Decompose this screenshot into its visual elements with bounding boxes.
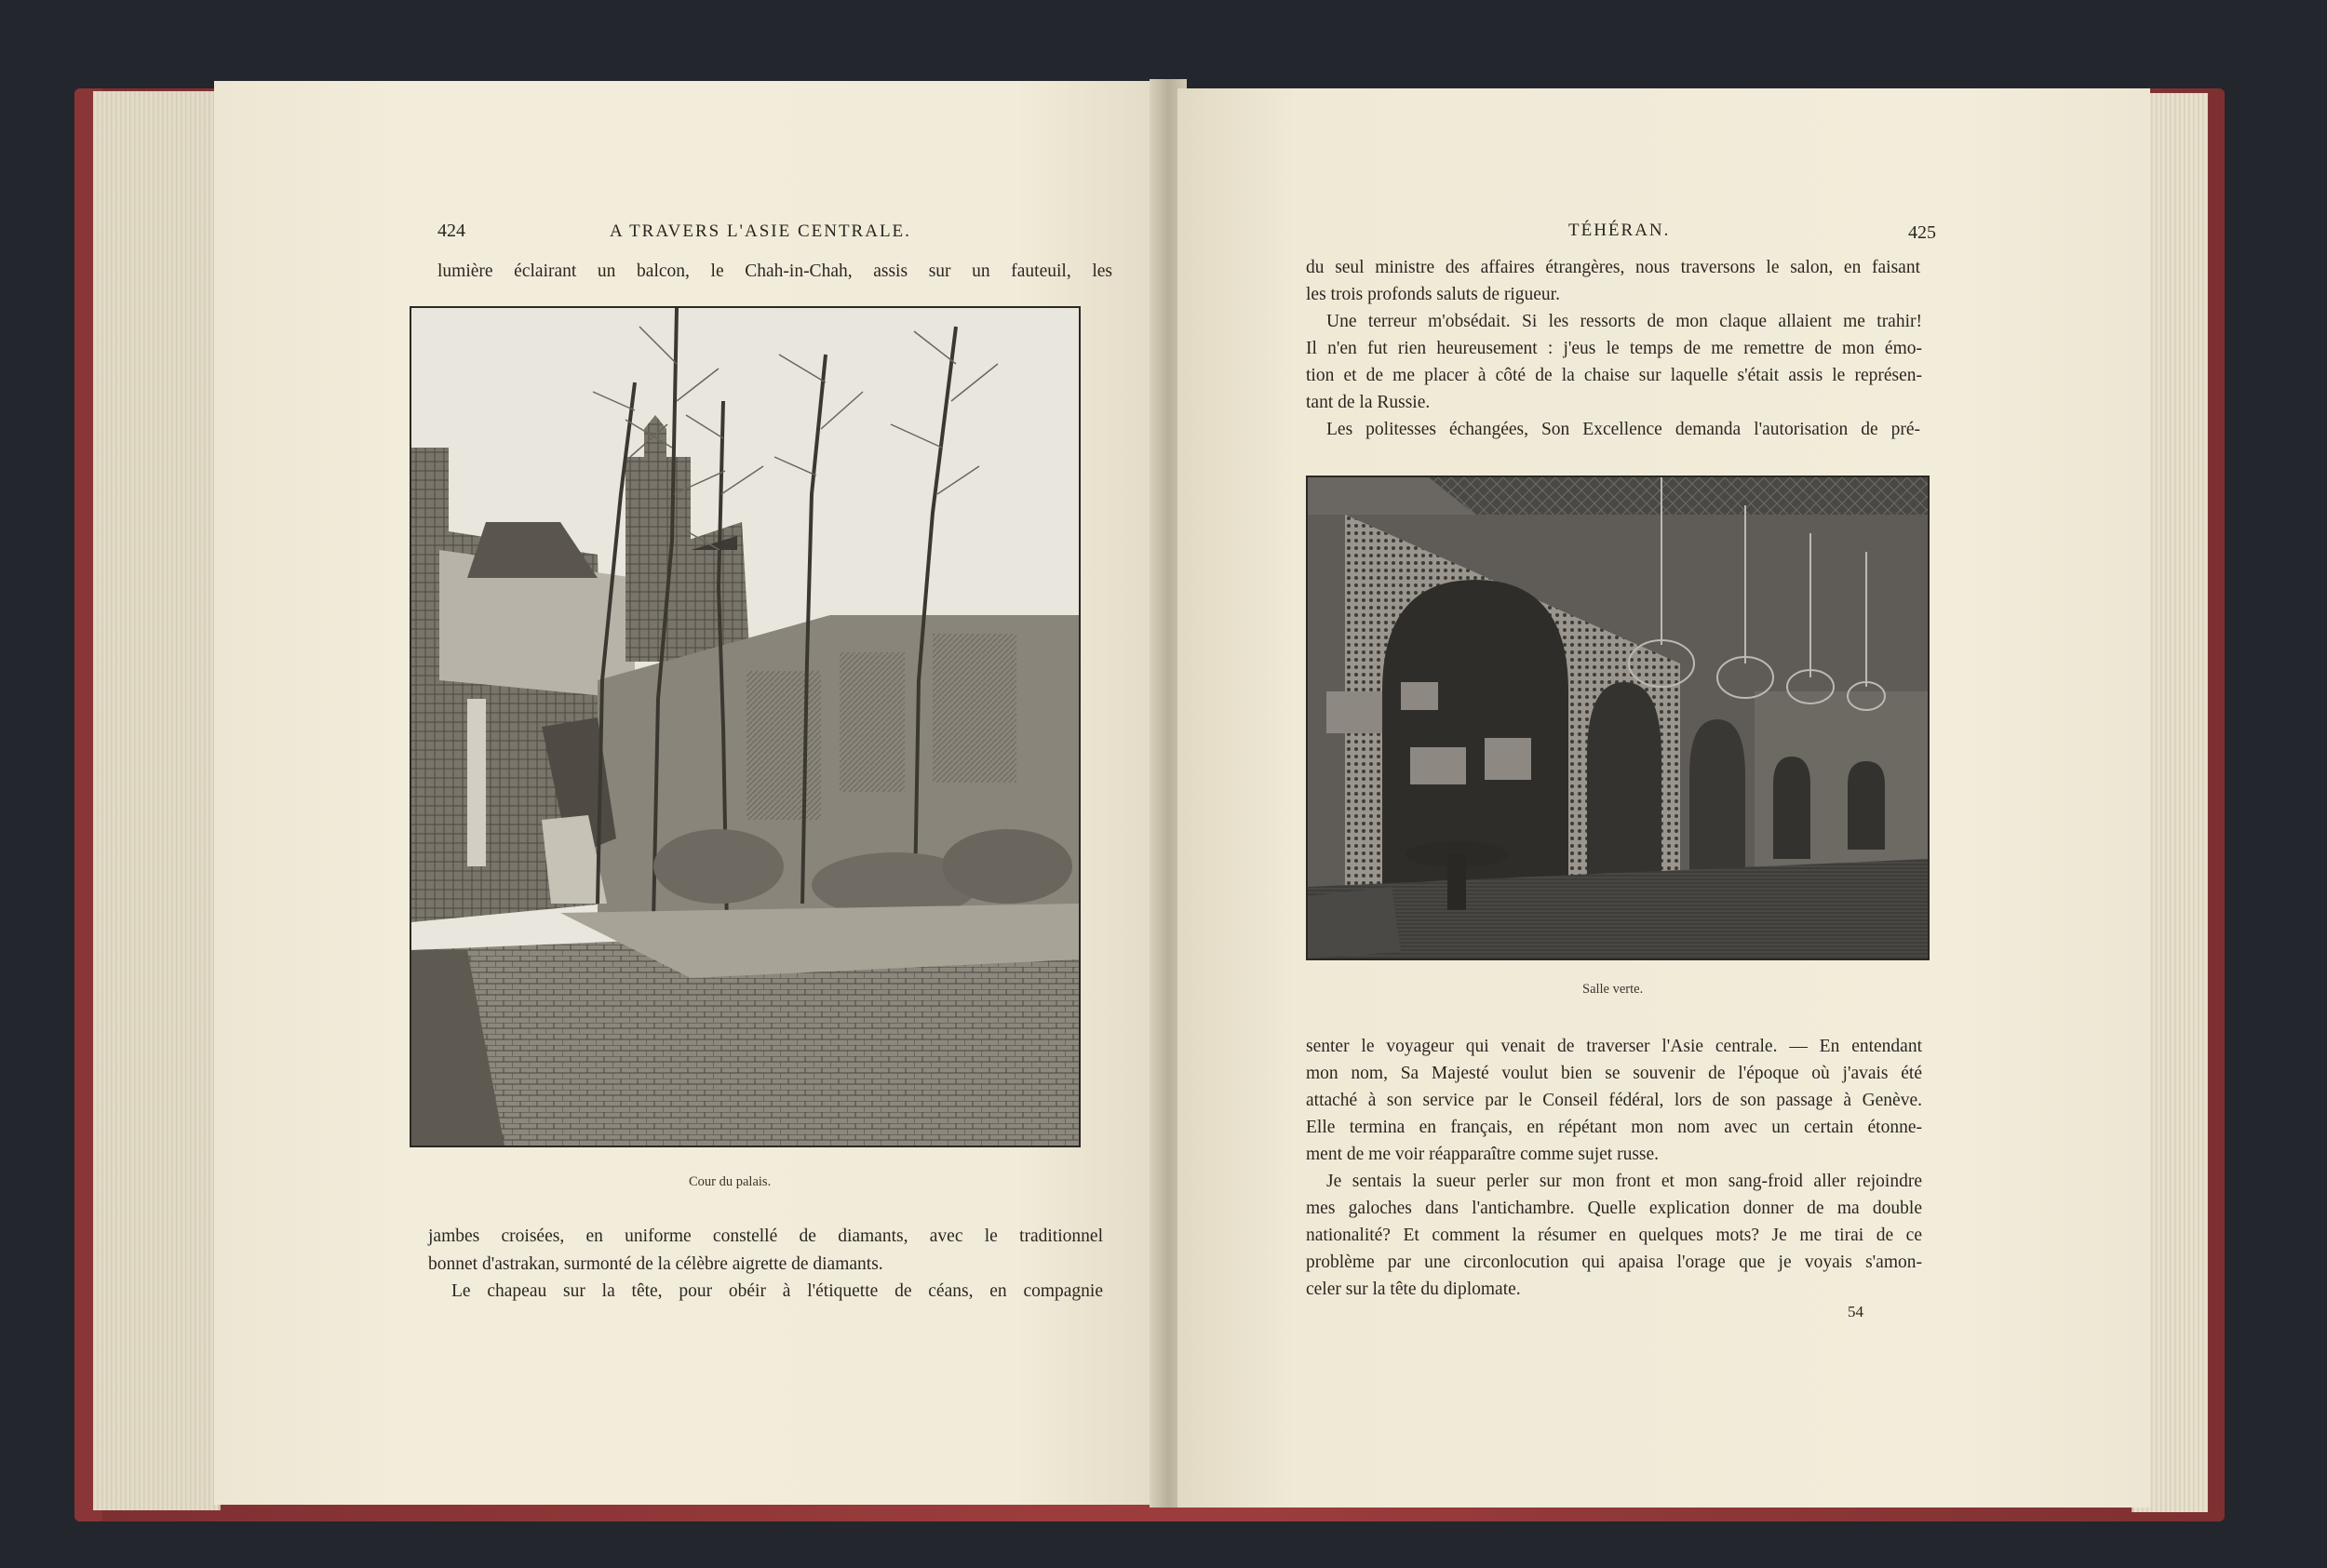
text-line: nationalité? Et comment la résumer en quelques mots? Je me tirai de ce (1306, 1226, 1922, 1245)
text-line: lumière éclairant un balcon, le Chah-in-Chah, assis sur un fauteuil, les (437, 261, 1112, 281)
text-line: bonnet d'astrakan, surmonté de la célèbre aigrette de diamants. (428, 1254, 883, 1274)
illustration-salle-verte (1306, 476, 1930, 960)
signature-mark: 54 (1848, 1303, 1863, 1320)
text-line: Les politesses échangées, Son Excellence demanda l'autorisation de pré- (1326, 420, 1920, 439)
text-line: attaché à son service par le Conseil fédéral, lors de son passage à Genève. (1306, 1091, 1922, 1110)
right-running-head: TÉHÉRAN. (1568, 221, 1671, 240)
text-line: les trois profonds saluts de rigueur. (1306, 285, 1560, 304)
text-line: du seul ministre des affaires étrangères, nous traversons le salon, en faisant (1306, 258, 1920, 277)
text-line: mes galoches dans l'antichambre. Quelle explication donner de ma double (1306, 1199, 1922, 1218)
text-line: Il n'en fut rien heureusement : j'eus le temps de me remettre de mon émo- (1306, 339, 1922, 358)
left-running-head: A TRAVERS L'ASIE CENTRALE. (610, 221, 911, 241)
text-line: jambes croisées, en uniforme constellé de diamants, avec le traditionnel (428, 1226, 1103, 1246)
text-line: ment de me voir réapparaître comme sujet russe. (1306, 1145, 1660, 1164)
left-plate-caption: Cour du palais. (689, 1174, 772, 1189)
text-line: tant de la Russie. (1306, 393, 1431, 412)
right-plate-caption: Salle verte. (1582, 982, 1644, 997)
text-line: Elle termina en français, en répétant mon nom avec un certain étonne- (1306, 1118, 1922, 1137)
illustration-palace-courtyard (410, 306, 1081, 1147)
text-line: mon nom, Sa Majesté voulut bien se souvenir de l'époque où j'avais été (1306, 1064, 1922, 1083)
left-page (214, 81, 1159, 1505)
right-page (1177, 88, 2150, 1508)
text-line: Le chapeau sur la tête, pour obéir à l'étiquette de céans, en compagnie (451, 1281, 1103, 1301)
text-line: senter le voyageur qui venait de traverser l'Asie centrale. — En entendant (1306, 1037, 1922, 1056)
text-line: Je sentais la sueur perler sur mon front et mon sang-froid aller rejoindre (1326, 1172, 1922, 1191)
left-page-number: 424 (437, 221, 465, 241)
text-line: problème par une circonlocution qui apaisa l'orage que je voyais s'amon- (1306, 1253, 1922, 1272)
text-line: celer sur la tête du diplomate. (1306, 1280, 1521, 1299)
courtyard-engraving (411, 308, 1079, 1146)
right-page-number: 425 (1908, 222, 1936, 243)
salle-verte-engraving (1308, 477, 1928, 958)
text-line: Une terreur m'obsédait. Si les ressorts de mon claque allaient me trahir! (1326, 312, 1922, 331)
text-line: tion et de me placer à côté de la chaise sur laquelle s'était assis le représen- (1306, 366, 1922, 385)
left-page-edges (93, 91, 221, 1510)
